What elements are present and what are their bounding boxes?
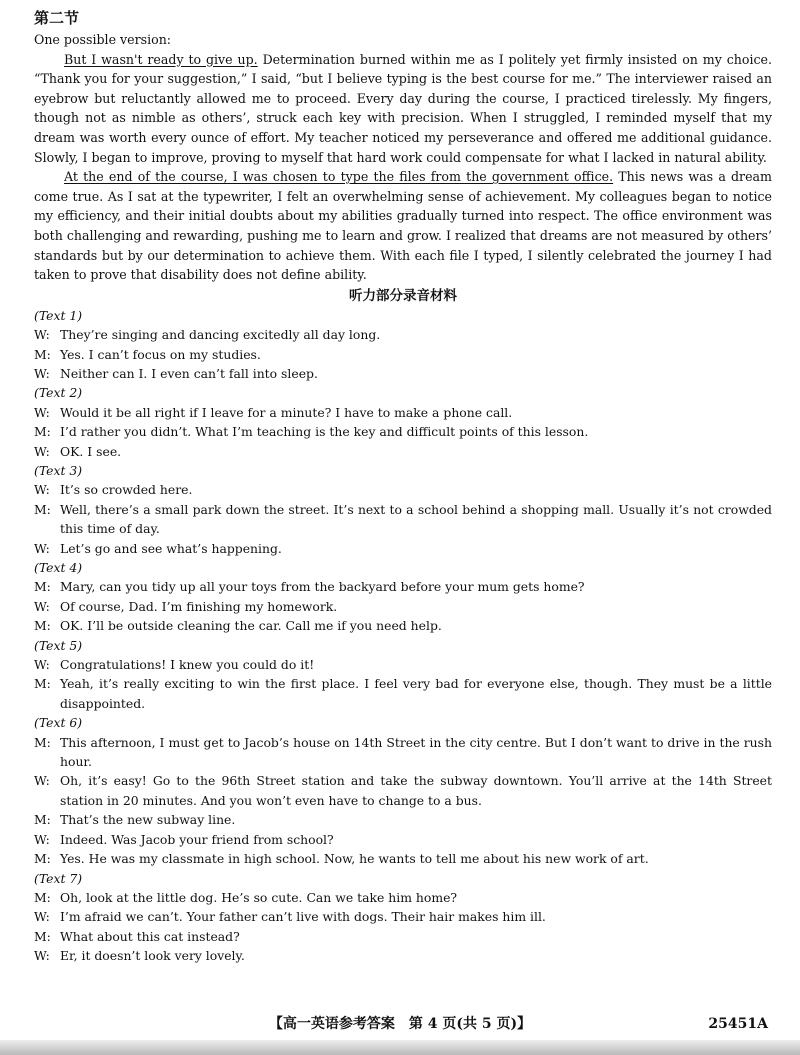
dialogue-text: Oh, look at the little dog. He’s so cute. Can we take him home? — [60, 889, 458, 905]
dialogue-line — [34, 325, 772, 344]
essay-paragraph-2-opening: At the end of the course, I was chosen to type the files from the government office. — [64, 169, 614, 185]
speaker-label: M: — [34, 346, 51, 362]
dialogue-line — [34, 364, 772, 383]
dialogue-text: Mary, can you tidy up all your toys from the backyard before your mum gets home? — [60, 579, 585, 595]
dialogue-line — [34, 674, 772, 713]
dialogue-text: Yeah, it’s really exciting to win the first place. I feel very bad for everyone else, though. They must be a little disappointed. — [60, 676, 772, 711]
speaker-label: W: — [34, 909, 50, 925]
dialogue-text: Let’s go and see what’s happening. — [60, 540, 282, 556]
speaker-label: W: — [34, 365, 50, 381]
dialogue-line — [34, 422, 772, 441]
footer-code: 25451A — [708, 1016, 768, 1032]
dialogue-text: I’m afraid we can’t. Your father can’t live with dogs. Their hair makes him ill. — [60, 909, 546, 925]
dialogue-text: What about this cat instead? — [60, 928, 240, 944]
transcript-text-label: (Text 1) — [34, 307, 83, 323]
dialogue-text: That’s the new subway line. — [60, 812, 236, 828]
transcript-lines — [34, 306, 772, 966]
essay-paragraph-1-opening: But I wasn't ready to give up. — [64, 51, 258, 67]
speaker-label: W: — [34, 948, 50, 964]
dialogue-line — [34, 849, 772, 868]
dialogue-text: OK. I’ll be outside cleaning the car. Call me if you need help. — [60, 618, 442, 634]
speaker-label: W: — [34, 404, 50, 420]
speaker-label: M: — [34, 734, 51, 750]
dialogue-text: Well, there’s a small park down the street. It’s next to a school behind a shopping mall. Usually it’s not crowded this time of day. — [60, 501, 772, 537]
dialogue-text: Er, it doesn’t look very lovely. — [60, 948, 245, 964]
section-title: 第二节 — [34, 9, 80, 27]
transcript-title: 听力部分录音材料 — [349, 287, 457, 304]
transcript-text-label: (Text 5) — [34, 637, 83, 653]
dialogue-text: This afternoon, I must get to Jacob’s house on 14th Street in the city centre. But I don’t want to drive in the rush hour. — [60, 734, 772, 770]
dialogue-line — [34, 830, 772, 849]
dialogue-text: Congratulations! I knew you could do it! — [60, 657, 315, 673]
speaker-label: W: — [34, 657, 50, 673]
transcript-text-label: (Text 4) — [34, 560, 83, 575]
dialogue-line — [34, 907, 772, 926]
speaker-label: W: — [34, 831, 50, 847]
dialogue-line — [34, 616, 772, 635]
speaker-label: W: — [34, 327, 50, 343]
speaker-label: W: — [34, 598, 50, 614]
dialogue-text: I’d rather you didn’t. What I’m teaching is the key and difficult points of this lesson. — [60, 424, 589, 440]
dialogue-line — [34, 655, 772, 674]
dialogue-text: Of course, Dad. I’m finishing my homework. — [60, 598, 338, 614]
dialogue-text: They’re singing and dancing excitedly all day long. — [60, 327, 381, 343]
essay-paragraph-1 — [34, 50, 772, 168]
dialogue-line — [34, 442, 772, 461]
essay-paragraph-1-body: Determination burned within me as I politely yet firmly insisted on my choice. “Thank you for your suggestion,” I said, “but I believe typing is the best course for me.” The interviewer raised an eyebrow but reluctantly allowed me to proceed. Every day during the course, I practiced tirelessly. My fingers, though not as nimble as others’, struck each key with precision. When I struggled, I reminded myself that my dream was worth every ounce of effort. My teacher noticed my perseverance and offered me additional guidance. Slowly, I began to improve, proving to myself that hard work could compensate for what I lacked in natural ability. — [34, 51, 772, 165]
transcript-text-label: (Text 2) — [34, 385, 83, 401]
dialogue-line — [34, 946, 772, 965]
speaker-label: W: — [34, 443, 50, 459]
speaker-label: M: — [34, 501, 51, 517]
dialogue-line — [34, 539, 772, 558]
dialogue-line — [34, 810, 772, 829]
dialogue-text: Yes. I can’t focus on my studies. — [60, 346, 261, 362]
page-footer — [0, 1012, 800, 1036]
dialogue-line — [34, 403, 772, 422]
footer-page-info: 【高一英语参考答案 第 4 页(共 5 页)】 — [268, 1016, 532, 1032]
dialogue-text: It’s so crowded here. — [60, 482, 193, 498]
dialogue-line — [34, 733, 772, 772]
dialogue-line — [34, 927, 772, 946]
scan-bottom-edge — [0, 1040, 800, 1055]
speaker-label: W: — [34, 540, 50, 556]
speaker-label: M: — [34, 812, 51, 828]
dialogue-text: Indeed. Was Jacob your friend from school? — [60, 831, 334, 847]
speaker-label: M: — [34, 889, 51, 905]
dialogue-text: Neither can I. I even can’t fall into sleep. — [60, 365, 318, 381]
transcript-text-label: (Text 3) — [34, 462, 83, 478]
transcript-text-label: (Text 6) — [34, 715, 83, 731]
dialogue-text: Oh, it’s easy! Go to the 96th Street station and take the subway downtown. You’ll arrive at the 14th Street station in 20 minutes. And you won’t even have to change to a bus. — [60, 773, 772, 808]
dialogue-text: Yes. He was my classmate in high school. Now, he wants to tell me about his new work of art. — [60, 851, 649, 867]
speaker-label: W: — [34, 773, 50, 789]
transcript-text-label: (Text 7) — [34, 870, 83, 886]
dialogue-line — [34, 597, 772, 616]
dialogue-text: OK. I see. — [60, 443, 122, 459]
dialogue-text: Would it be all right if I leave for a minute? I have to make a phone call. — [60, 404, 513, 420]
answer-page — [34, 6, 772, 966]
dialogue-line — [34, 345, 772, 364]
speaker-label: M: — [34, 851, 51, 867]
speaker-label: M: — [34, 928, 51, 944]
speaker-label: W: — [34, 482, 50, 498]
dialogue-line — [34, 771, 772, 810]
version-intro: One possible version: — [34, 32, 172, 47]
dialogue-line — [34, 888, 772, 907]
speaker-label: M: — [34, 424, 51, 440]
speaker-label: M: — [34, 676, 51, 692]
dialogue-line — [34, 480, 772, 499]
essay-paragraph-2-body: This news was a dream come true. As I sat at the typewriter, I felt an overwhelming sense of achievement. My colleagues began to notice my efficiency, and their initial doubts about my abilities gradually turned into respect. The office environment was both challenging and rewarding, pushing me to learn and grow. I realized that dreams are not measured by others’ standards but by our determination to achieve them. With each file I typed, I silently celebrated the journey I had taken to prove that disability does not define ability. — [34, 169, 772, 283]
dialogue-line — [34, 500, 772, 539]
speaker-label: M: — [34, 618, 51, 634]
dialogue-line — [34, 577, 772, 596]
essay-paragraph-2 — [34, 167, 772, 285]
speaker-label: M: — [34, 579, 51, 595]
